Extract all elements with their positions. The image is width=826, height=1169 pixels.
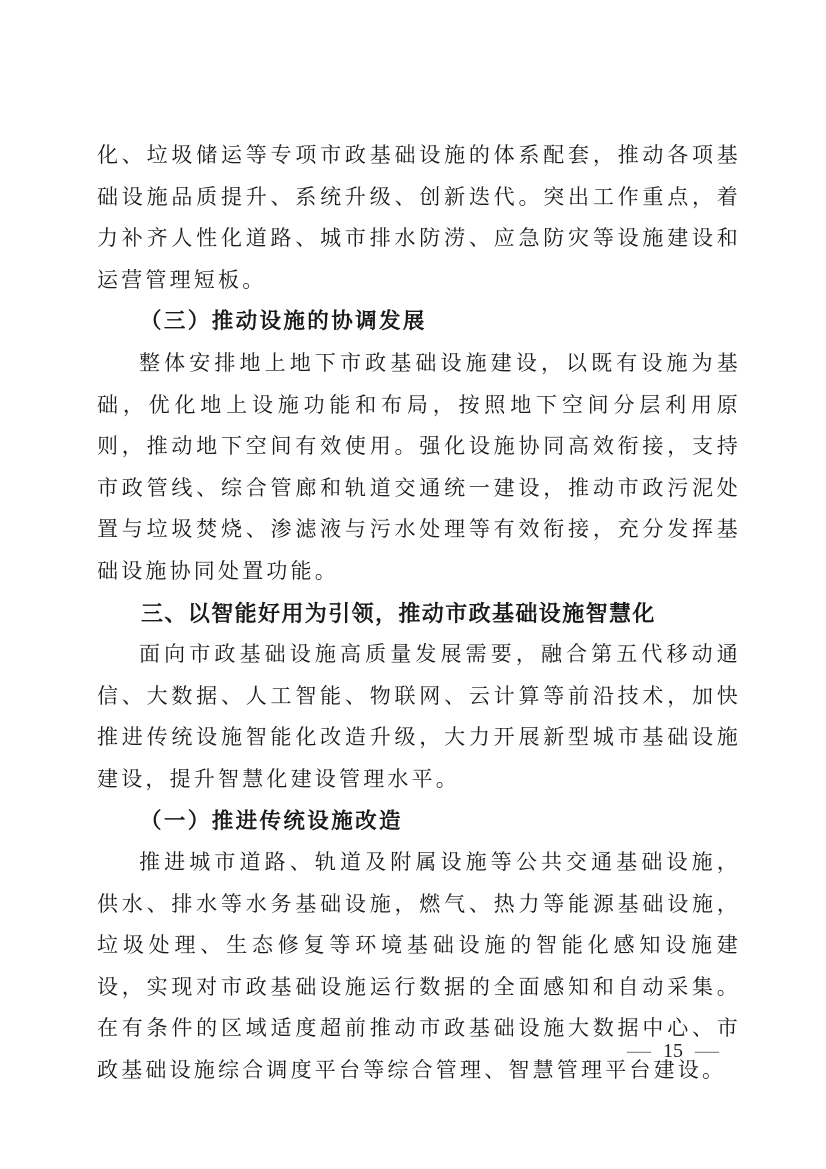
paragraph-continuation: 化、垃圾储运等专项市政基础设施的体系配套，推动各项基础设施品质提升、系统升级、创新迭代。突出工作重点，着力补齐人性化道路、城市排水防涝、应急防灾等设施建设和运营管理短板。 bbox=[97, 143, 741, 292]
page-number: 15 bbox=[663, 1039, 683, 1062]
footer-dash-right: — bbox=[695, 1038, 719, 1064]
subsection-heading-1: （一）推进传统设施改造 bbox=[140, 808, 403, 833]
subsection-heading-3: （三）推动设施的协调发展 bbox=[140, 309, 427, 334]
paragraph: 整体安排地上地下市政基础设施建设，以既有设施为基础，优化地上设施功能和布局，按照地下空间分层利用原则，推动地下空间有效使用。强化设施协同高效衔接，支持市政管线、综合管廊和轨道交通统一建设，推动市政污泥处置与垃圾焚烧、渗滤液与污水处理等有效衔接，充分发挥基础设施协同处置功能。 bbox=[97, 350, 741, 583]
section-heading-3: 三、以智能好用为引领，推动市政基础设施智慧化 bbox=[141, 600, 656, 626]
footer-dash-left: — bbox=[627, 1038, 651, 1064]
page-footer bbox=[593, 1036, 753, 1066]
paragraph: 推进城市道路、轨道及附属设施等公共交通基础设施，供水、排水等水务基础设施，燃气、热力等能源基础设施，垃圾处理、生态修复等环境基础设施的智能化感知设施建设，实现对市政基础设施运行数据的全面感知和自动采集。在有条件的区域适度超前推动市政基础设施大数据中心、市政基础设施综合调度平台等综合管理、智慧管理平台建设。 bbox=[97, 850, 741, 1083]
document-body bbox=[97, 135, 741, 1092]
paragraph: 面向市政基础设施高质量发展需要，融合第五代移动通信、大数据、人工智能、物联网、云计算等前沿技术，加快推进传统设施智能化改造升级，大力开展新型城市基础设施建设，提升智慧化建设管理水平。 bbox=[97, 642, 741, 791]
